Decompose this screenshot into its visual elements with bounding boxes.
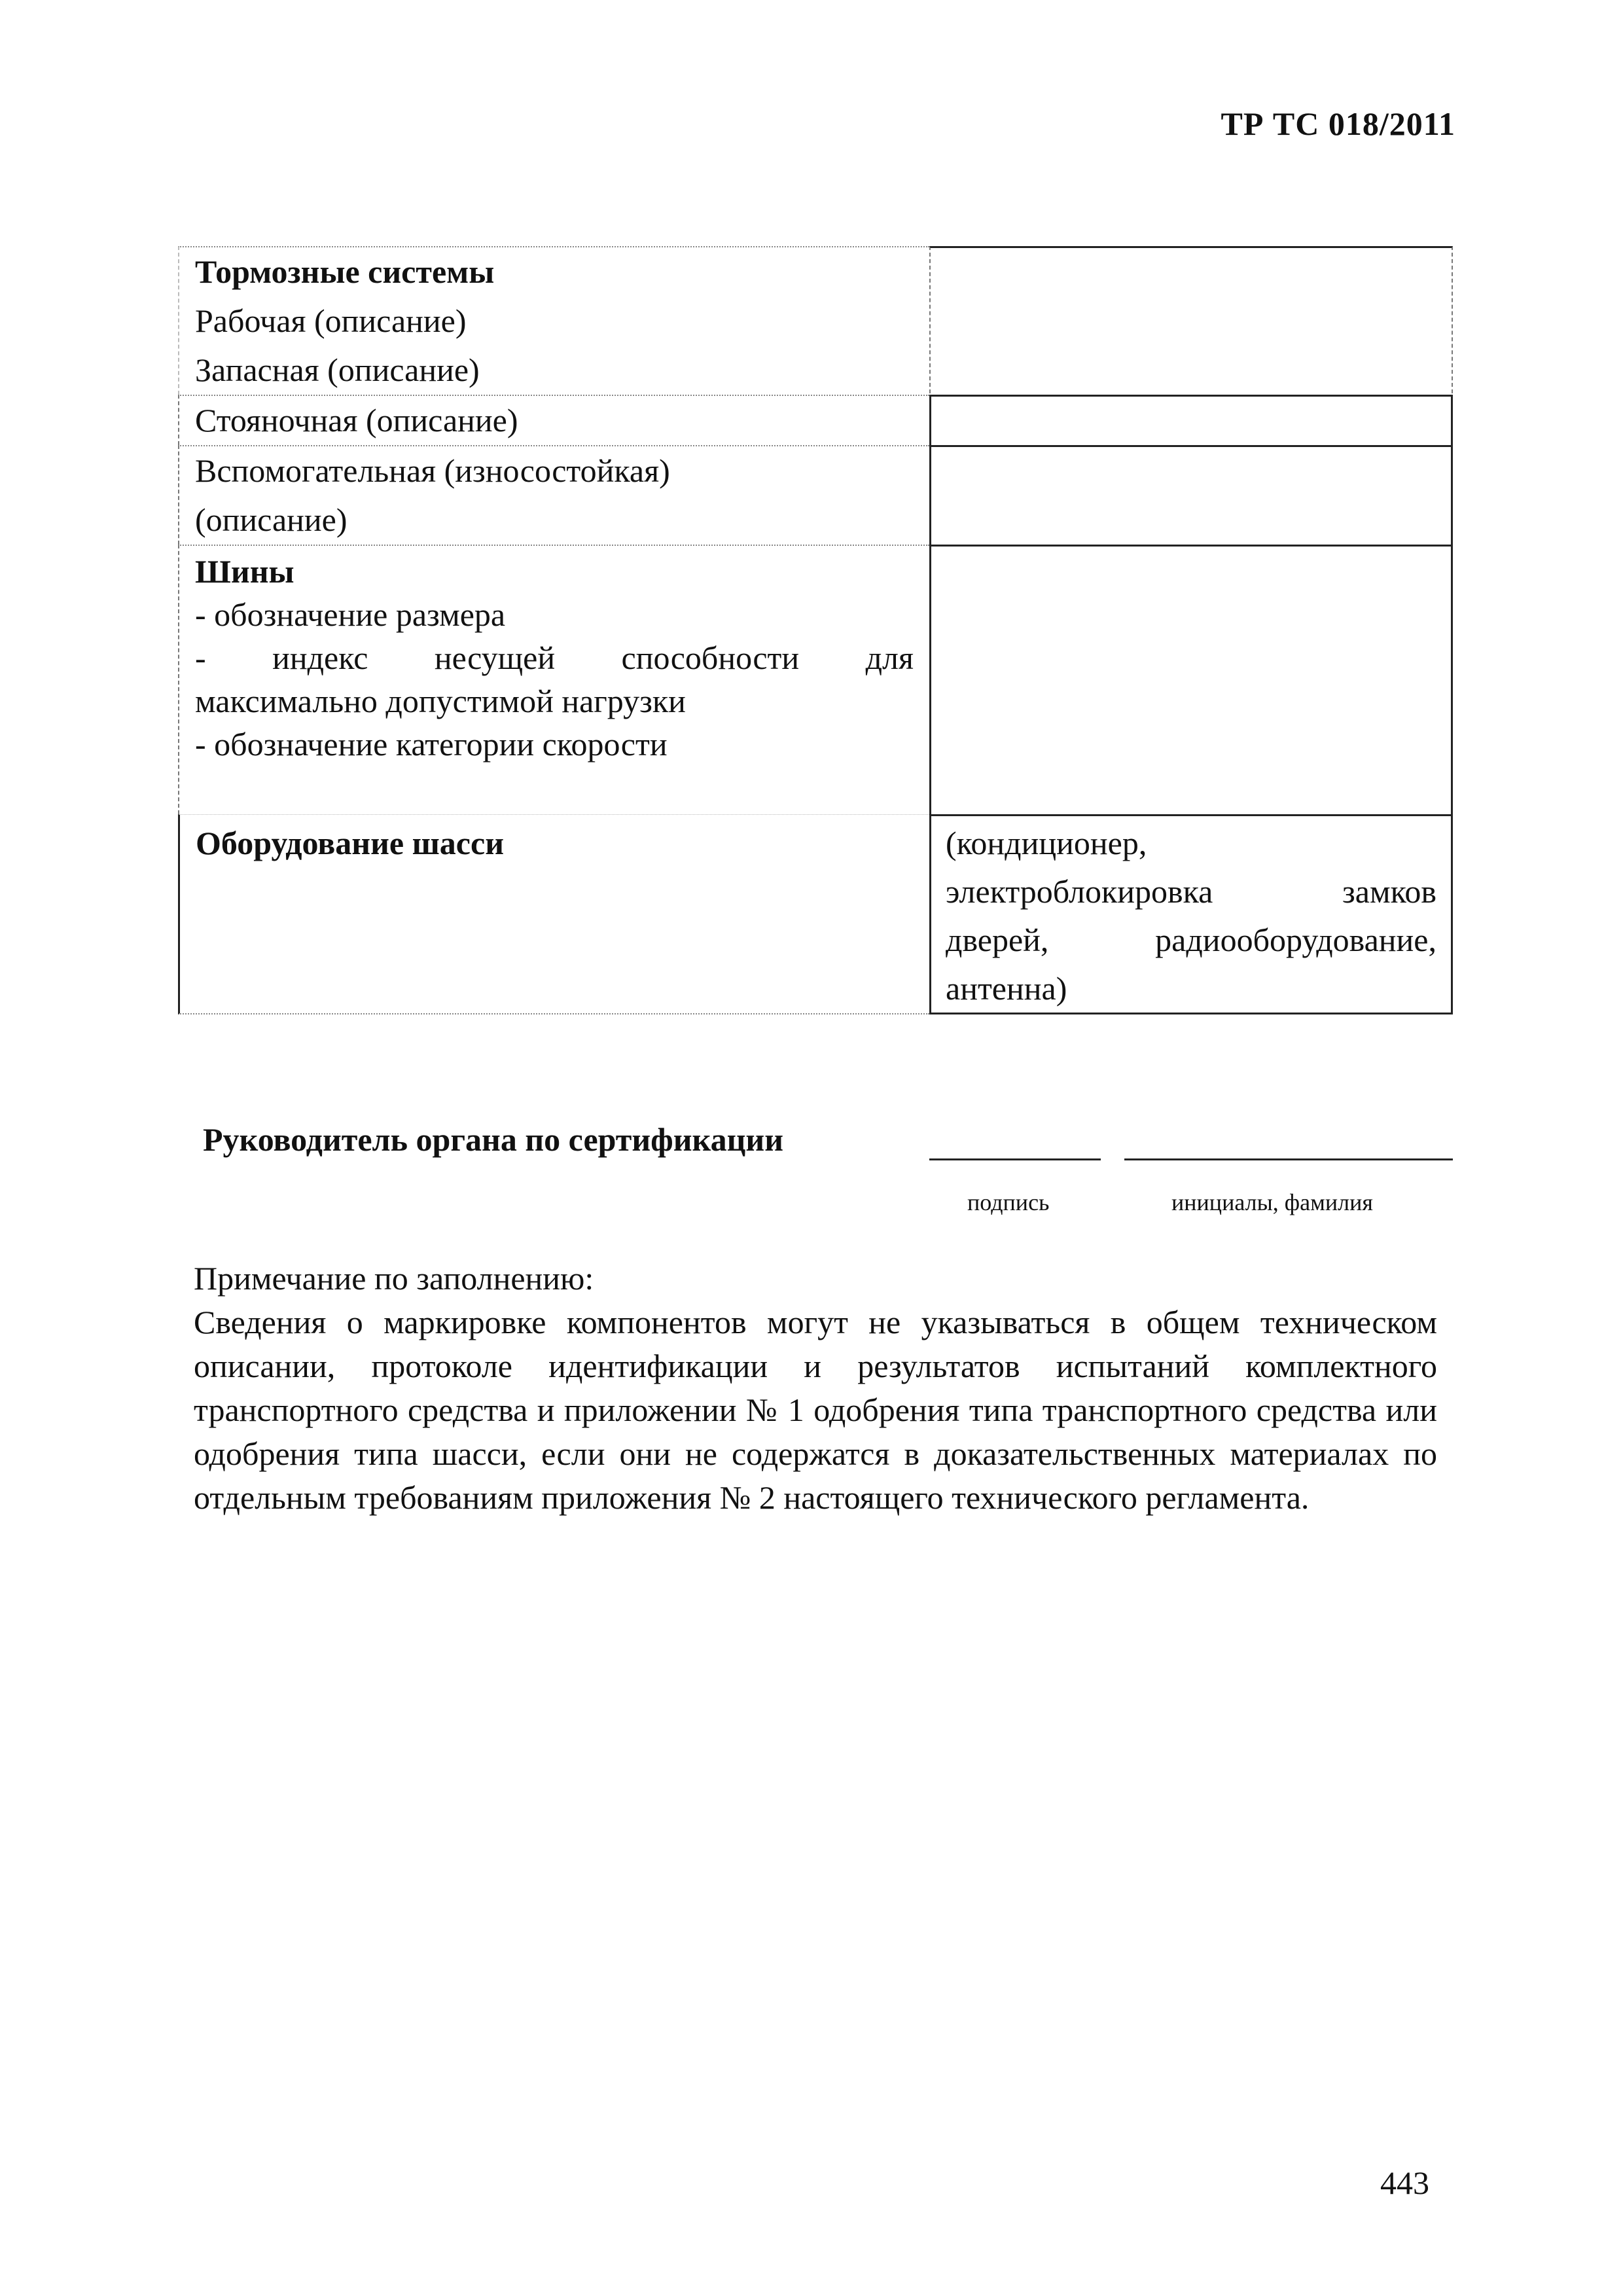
table-row	[178, 246, 1453, 395]
chassis-value-line4: антенна)	[946, 970, 1067, 1007]
brakes-service: Рабочая (описание)	[195, 302, 467, 339]
chassis-value-line3: дверей, радиооборудование,	[946, 922, 1436, 958]
name-field[interactable]	[1124, 1139, 1453, 1160]
note-text: Сведения о маркировке компонентов могут не указываться в общем техническом описании, протоколе идентификации и результатов испытаний комплектного транспортного средства и приложении № 1 одобрения типа транспортного средства или одобрения типа шасси, если они не содержатся в доказательственных материалах по отдельным требованиям приложения № 2 настоящего технического регламента.	[194, 1304, 1437, 1516]
table-row	[178, 545, 1453, 814]
tires-title: Шины	[195, 553, 294, 590]
brakes-parking: Стояночная (описание)	[195, 402, 518, 439]
tires-value-cell[interactable]	[929, 545, 1453, 814]
tires-load-index-line1: - индекс несущей способности для	[195, 639, 914, 676]
vehicle-spec-table	[178, 246, 1453, 1014]
certification-head-label: Руководитель органа по сертификации	[203, 1121, 784, 1158]
filling-note	[194, 1257, 1437, 1520]
parking-value-cell[interactable]	[929, 395, 1453, 445]
brakes-auxiliary-line2: (описание)	[195, 501, 348, 538]
chassis-value-line1: (кондиционер,	[946, 825, 1147, 861]
chassis-title: Оборудование шасси	[196, 825, 504, 861]
document-code: ТР ТС 018/2011	[1221, 105, 1455, 142]
name-caption: инициалы, фамилия	[1171, 1189, 1373, 1215]
table-row	[178, 395, 1453, 445]
table-row	[178, 814, 1453, 1014]
brakes-value-cell[interactable]	[929, 246, 1453, 393]
table-row	[178, 445, 1453, 545]
brakes-title: Тормозные системы	[195, 253, 495, 290]
tires-load-index-line2: максимально допустимой нагрузки	[195, 683, 686, 719]
tires-speed: - обозначение категории скорости	[195, 726, 668, 762]
signature-field[interactable]	[929, 1139, 1101, 1160]
note-heading: Примечание по заполнению:	[194, 1260, 594, 1297]
brakes-auxiliary-line1: Вспомогательная (износостойкая)	[195, 452, 670, 489]
page-number: 443	[1380, 2164, 1429, 2201]
signature-caption: подпись	[967, 1189, 1050, 1215]
auxiliary-value-cell[interactable]	[929, 445, 1453, 545]
chassis-value-line2: электроблокировка замков	[946, 873, 1436, 910]
brakes-reserve: Запасная (описание)	[195, 351, 480, 388]
tires-size: - обозначение размера	[195, 596, 506, 633]
chassis-value-cell[interactable]	[929, 814, 1453, 1014]
